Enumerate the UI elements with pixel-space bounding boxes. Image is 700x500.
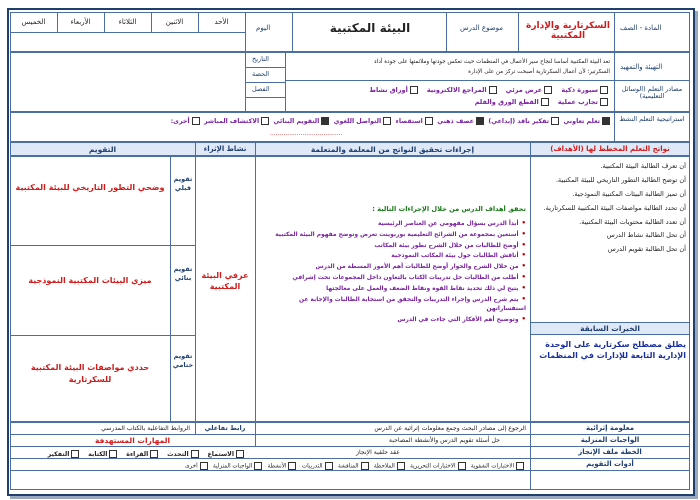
skills-row: الاستماع التحدث القراءة الكتابة التفكير	[48, 450, 244, 458]
homework-label: الواجبات المنزلية	[580, 436, 640, 444]
closure-label: الخطة ملف الإنجاز	[578, 448, 642, 456]
prior-label: الخبرات السابقة	[580, 324, 640, 333]
strategy-inquiry: استقصاء	[395, 118, 423, 125]
checkbox-written[interactable]	[458, 462, 466, 470]
resources-row-1	[369, 86, 608, 94]
procedure-item: •وتوضيح أهم الأفكار التي جاءت في الدرس	[397, 314, 526, 323]
col-evaluation-header: التقويم	[88, 145, 117, 154]
procedure-item: •أناقش الطالبات حول بيئة المكاتب النموذجية	[391, 251, 526, 260]
strategy-formative: التقويم البنائي	[273, 118, 320, 125]
checkbox-worksheets[interactable]	[410, 86, 418, 94]
outcome-item: أن تحل الطالبة تقويم الدرس	[607, 245, 686, 254]
checkbox-thinking[interactable]	[71, 450, 79, 458]
lesson-title: البيئة المكتبية	[329, 21, 411, 35]
day-sunday: الأحد	[214, 18, 229, 26]
checkbox-inquiry[interactable]	[425, 117, 433, 125]
activity-text: عرفي البيئة المكتبية	[201, 271, 249, 292]
outcome-item: أن تعدد الطالبة محتويات البيئة المكتبية.	[579, 217, 686, 226]
procedure-item: •يتيح لي ذلك تحديد نقاط القوة ونقاط الضعف والعمل على معالجتها	[326, 284, 526, 293]
checkbox-eref[interactable]	[489, 86, 497, 94]
day-wednesday: الأربعاء	[70, 18, 91, 26]
checkbox-visual[interactable]	[544, 86, 552, 94]
homework-text: حل أسئلة تقويم الدرس والأنشطة المصاحبة	[388, 437, 500, 444]
strategies-dots: ......................................	[270, 130, 343, 137]
eval-text-2: ميزي البيئات المكتبية النموذجية	[28, 276, 152, 285]
procedure-item: •أستعين بمجموعة من الشرائح التعليمية بوربوينت تعرض وتوضح مفهوم البيئة المكتبية	[275, 229, 526, 238]
checkbox-activities[interactable]	[288, 462, 296, 470]
outcome-item: أن تعرف الطالبة البيئة المكتبية.	[600, 162, 686, 170]
checkbox-homework[interactable]	[254, 462, 262, 470]
checkbox-cooperative[interactable]	[602, 117, 610, 125]
strategy-communication: التواصل اللغوي	[333, 118, 382, 125]
strategies-row	[171, 117, 610, 125]
period-label: الحصة	[252, 70, 270, 78]
eval-side-1: تقويم قبلي	[173, 175, 193, 193]
intro-text-1: تعد البيئة المكتبية أساسا لنجاح سير الأعمال في المنظمات حيث تعكس جودتها وملائمتها على جودة أداء	[374, 59, 610, 65]
checkbox-critical[interactable]	[551, 117, 559, 125]
checkbox-listening[interactable]	[236, 450, 244, 458]
subject-value: السكرتارية والإدارة المكتبية	[526, 21, 610, 41]
checkbox-oral[interactable]	[516, 462, 524, 470]
resources-label: مصادر التعلم (الوسائل التعليمية)	[621, 85, 683, 101]
checkbox-paper[interactable]	[541, 98, 549, 106]
subject-label: المادة - الصف	[620, 24, 662, 32]
day-thursday: الخميس	[21, 18, 46, 26]
procedure-item: •أوضح للطالبات من خلال الشرح تطور بيئة المكاتب	[374, 240, 526, 249]
intro-label: التهيئة والتمهيد	[620, 63, 663, 71]
procedure-item: •أبدأ الدرس بسؤال مفهومي عن العناصر الرئيسية	[377, 218, 526, 227]
col-activity-header: نشاط الإثراء	[203, 145, 247, 153]
checkbox-observation[interactable]	[397, 462, 405, 470]
outcomes-list	[534, 162, 686, 312]
strategy-discovery: الاكتشاف المباشر	[203, 118, 260, 125]
checkbox-writing[interactable]	[109, 450, 117, 458]
day-monday: الاثنين	[165, 18, 184, 26]
checkbox-discovery[interactable]	[261, 117, 269, 125]
class-label: الفصل	[252, 85, 270, 93]
interactive-text[interactable]: الروابط التفاعلية بالكتاب المدرسي	[101, 425, 190, 432]
checkbox-brainstorm[interactable]	[476, 117, 484, 125]
resource-eref: المراجع الالكترونية	[426, 86, 487, 94]
checkbox-communication[interactable]	[383, 117, 391, 125]
checkbox-experiments[interactable]	[600, 98, 608, 106]
intro-text-2: السكرتير؛ لأن أعمال السكرتارية أصبحت تركز من على الإدارة	[468, 69, 610, 75]
resource-smartboard: سبورة ذكية	[561, 86, 598, 94]
checkbox-smartboard[interactable]	[600, 86, 608, 94]
procedures-list	[260, 205, 526, 417]
procedure-item: •يتم شرح الدرس وإجراء التدريبات والتحقق من استجابة الطالبات والإجابة عن استفساراتهن	[299, 294, 526, 312]
checkbox-speaking[interactable]	[191, 450, 199, 458]
procedure-item: •أطلب من الطالبات حل تدريبات الكتاب بالتعاون داخل المجموعات تحت إشرافي	[292, 273, 526, 282]
outcome-item: أن تحدد الطالبة مواصفات البيئة المكتبية للسكرتارية.	[543, 203, 686, 212]
checkbox-discussion[interactable]	[361, 462, 369, 470]
day-tuesday: الثلاثاء	[118, 18, 137, 26]
procedures-heading: تحقق أهداف الدرس من خلال الإجراءات التالية :	[372, 205, 526, 213]
strategies-label: استراتيجية التعلم النشط	[619, 115, 685, 123]
resource-paper: القطع الورق والقلم	[474, 98, 539, 106]
eval-side-3: تقويم ختامي	[172, 352, 194, 370]
closure-text: عقد حلقية الإنجاز	[355, 449, 400, 456]
col-outcomes-header: نواتج التعلم المخطط لها (الأهداف)	[550, 145, 670, 153]
skills-label: المهارات المستهدفة	[94, 436, 171, 445]
checkbox-formative[interactable]	[321, 117, 329, 125]
outcome-item: أن تحل الطالبة نشاط الدرس	[606, 231, 686, 240]
strategy-other: أخرى:	[170, 118, 190, 125]
tools-row: الاختبارات الشفوية الاختبارات التحريرية الملاحظة المناقشة التدريبات الأنشطة الواجبات المنزلية أخرى	[185, 462, 524, 470]
day-label: اليوم	[256, 24, 271, 32]
tools-label: أدوات التقويم	[586, 460, 634, 468]
col-procedures-header: إجراءات تحقيق النواتج من المعلمة والمتعلمة	[310, 145, 475, 154]
eval-side-2: تقويم بنائي	[173, 265, 193, 283]
eval-text-1: وضحي التطور التاريخي للبيئة المكتبية	[15, 183, 165, 192]
strategy-brainstorm: عصف ذهني	[437, 118, 474, 125]
resources-row-2	[475, 98, 608, 106]
resource-experiments: تجارب عملية	[557, 98, 598, 106]
checkbox-other[interactable]	[192, 117, 200, 125]
home-label: معلومة إثرائية	[585, 424, 635, 432]
strategy-cooperative: تعلم تعاوني	[563, 118, 600, 125]
outcome-item: أن توضح الطالبة التطور التاريخي للبيئة المكتبية.	[555, 175, 686, 184]
checkbox-other-tool[interactable]	[200, 462, 208, 470]
resource-worksheets: أوراق نشاط	[369, 86, 408, 94]
prior-text: يطلق مصطلح سكرتارية على الوحدة الإدارية التابعة للإدارات في المنظمات	[539, 340, 686, 360]
resource-visual: عرض مرئي	[505, 86, 543, 94]
procedure-item: •من خلال الشرح والحوار أوضح للطالبات أهم الأمور المسطة من الدرس	[315, 262, 526, 271]
outcome-item: أن تميز الطالبة البيئات المكتبية النموذجية.	[572, 189, 686, 198]
checkbox-exercises[interactable]	[325, 462, 333, 470]
home-text: الرجوع إلى مصادر البحث وجمع معلومات إثرائية عن الدرس	[374, 425, 526, 432]
lesson-label: موضوع الدرس	[460, 24, 504, 32]
eval-text-3: حددي مواصفات البيئة المكتبية للسكرتارية	[30, 363, 150, 384]
interactive-label: رابط تفاعلي	[204, 424, 246, 432]
date-label: التاريخ	[252, 55, 269, 63]
checkbox-reading[interactable]	[150, 450, 158, 458]
strategy-critical: تفكير ناقد (إبداعي)	[488, 118, 550, 125]
